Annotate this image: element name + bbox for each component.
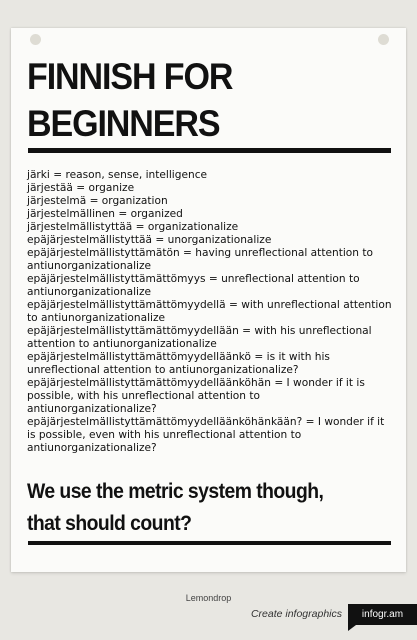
closing-line-1: We use the metric system though, (27, 479, 324, 503)
vocabulary-entry (27, 377, 397, 416)
vocabulary-entry-line: antiunorganizationalize (27, 260, 152, 272)
vocabulary-entry-line: antiunorganizationalize? (27, 403, 157, 415)
create-infographics-link[interactable]: Create infographics (250, 608, 342, 620)
vocabulary-entry-line: epäjärjestelmällistyttämättömyys = unreflectional attention to (27, 273, 360, 285)
vocabulary-entry (27, 351, 397, 377)
vocabulary-entry (27, 416, 397, 455)
vocabulary-entry (27, 182, 397, 195)
vocabulary-entry-line: epäjärjestelmällistyttämättömyydellään = with his unreflectional (27, 325, 372, 337)
title-divider (28, 148, 391, 153)
pin-right (378, 34, 389, 45)
vocabulary-entry (27, 221, 397, 234)
author-name: Lemondrop (185, 593, 232, 603)
closing-remark (27, 475, 323, 539)
vocabulary-entry-line: epäjärjestelmällistyttämättömyydelläänkö = is it with his (27, 351, 330, 363)
vocabulary-entry-line: antiunorganizationalize (27, 286, 152, 298)
title-line-2: BEGINNERS (27, 103, 220, 144)
vocabulary-entry (27, 325, 397, 351)
vocabulary-entry-line: epäjärjestelmällistyttämättömyydelläänköhän = I wonder if it is (27, 377, 365, 389)
vocabulary-entry (27, 169, 397, 182)
pin-left (30, 34, 41, 45)
poster-title (27, 53, 232, 147)
vocabulary-entry (27, 234, 397, 247)
vocabulary-entry-line: antiunorganizationalize? (27, 442, 157, 454)
vocabulary-entry (27, 247, 397, 273)
vocabulary-entry (27, 195, 397, 208)
vocabulary-entry-line: is possible, even with his unreflectional attention to (27, 429, 302, 441)
infogram-logo[interactable]: infogr.am (348, 604, 417, 625)
vocabulary-entry-line: epäjärjestelmällistyttämättömyydellä = with unreflectional attention (27, 299, 392, 311)
bottom-divider (28, 541, 391, 545)
vocabulary-entry-line: epäjärjestelmällistyttämätön = having unreflectional attention to (27, 247, 374, 259)
vocabulary-entry-line: järjestelmällistyttää = organizationalize (27, 221, 239, 233)
vocabulary-entry-line: epäjärjestelmällistyttämättömyydelläänköhänkään? = I wonder if it (27, 416, 385, 428)
vocabulary-entry-line: järki = reason, sense, intelligence (27, 169, 208, 181)
title-line-1: FINNISH FOR (27, 56, 233, 97)
vocabulary-entry-line: possible, with his unreflectional attention to (27, 390, 261, 402)
infogram-logo-tail (348, 625, 356, 631)
vocabulary-entry-line: unreflectional attention to antiunorganizationalize? (27, 364, 299, 376)
vocabulary-entry (27, 208, 397, 221)
vocabulary-entry-line: järjestelmällinen = organized (27, 208, 183, 220)
vocabulary-entry-line: järjestelmä = organization (27, 195, 168, 207)
vocabulary-list (27, 169, 397, 455)
vocabulary-entry-line: to antiunorganizationalize (27, 312, 166, 324)
vocabulary-entry-line: järjestää = organize (27, 182, 135, 194)
vocabulary-entry-line: epäjärjestelmällistyttää = unorganizationalize (27, 234, 272, 246)
closing-line-2: that should count? (27, 511, 192, 535)
poster-sheet (11, 28, 406, 572)
vocabulary-entry-line: attention to antiunorganizationalize (27, 338, 217, 350)
vocabulary-entry (27, 273, 397, 299)
vocabulary-entry (27, 299, 397, 325)
